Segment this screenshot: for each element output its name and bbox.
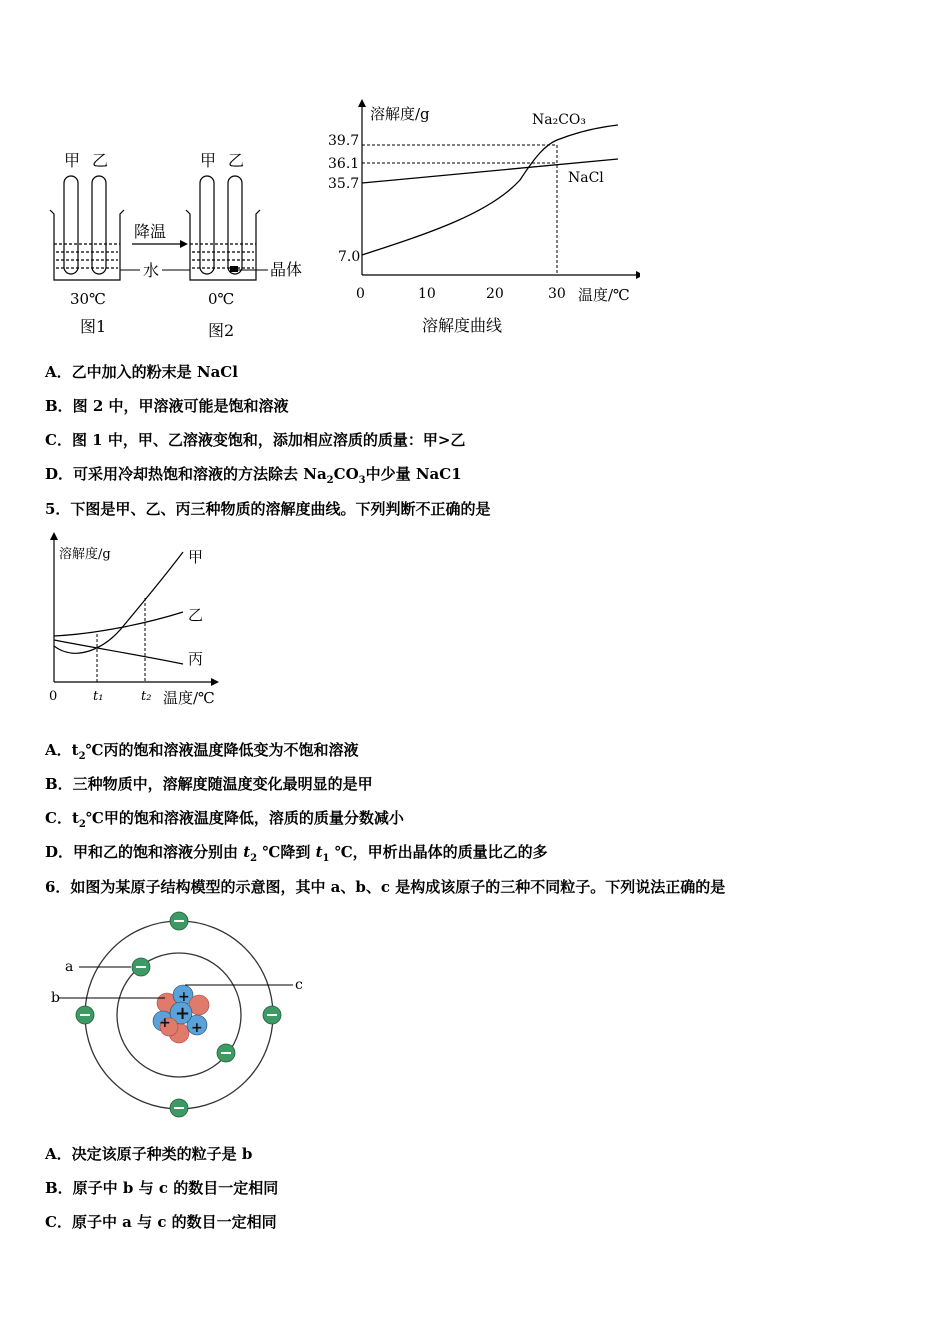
chart-caption: 溶解度曲线 [422, 316, 503, 335]
y-axis-label: 溶解度/g [370, 105, 430, 123]
q5-series-bing: 丙 [188, 650, 204, 668]
q5-option-d: D．甲和乙的饱和溶液分别由 $t_2$ ℃降到 $t_1$ ℃，甲析出晶体的质量比乙的多 [45, 843, 548, 864]
q4-option-a: A．乙中加入的粉末是 NaCl [45, 363, 238, 381]
x-axis-label: 温度/℃ [578, 286, 630, 304]
crystal-label: 晶体 [270, 260, 303, 279]
cooling-label: 降温 [134, 222, 167, 241]
xtick-10: 10 [418, 286, 436, 302]
temp-left: 30℃ [70, 290, 106, 308]
svg-text:+: + [175, 1003, 191, 1024]
q5-curve-bing [54, 640, 183, 664]
q5-x-label: 温度/℃ [163, 689, 215, 707]
water-label: 水 [143, 261, 160, 280]
q5-series-jia: 甲 [188, 548, 204, 566]
q5-curve-jia [54, 552, 183, 653]
label-b: b [51, 990, 60, 1006]
label-c: c [295, 977, 303, 993]
beaker1-label-jia: 甲 [64, 151, 81, 170]
xtick-0: 0 [356, 286, 365, 302]
svg-text:+: + [191, 1020, 203, 1036]
solubility-chart-2 [45, 528, 225, 713]
q5-option-a: A．$t_2℃$丙的饱和溶液温度降低变为不饱和溶液 [45, 741, 359, 762]
q4-option-d: D．可采用冷却热饱和溶液的方法除去 $Na_2CO_3$中少量 NaC1 [45, 465, 462, 486]
q5-t1: t₁ [93, 689, 104, 704]
solubility-chart-1 [320, 95, 640, 340]
caption-fig2: 图2 [208, 321, 235, 340]
q6-option-c: C．原子中 a 与 c 的数目一定相同 [45, 1213, 277, 1231]
beaker-figure [40, 140, 320, 350]
q5-option-b: B．三种物质中，溶解度随温度变化最明显的是甲 [45, 775, 373, 793]
beaker2-label-jia: 甲 [200, 151, 217, 170]
svg-text:+: + [178, 989, 190, 1005]
q5-option-c: C．$t_2℃$甲的饱和溶液温度降低，溶质的质量分数减小 [45, 809, 404, 830]
q5-stem: 5．下图是甲、乙、丙三种物质的溶解度曲线。下列判断不正确的是 [45, 500, 491, 518]
crystal-mark [230, 266, 238, 272]
label-na2co3: Na₂CO₃ [532, 112, 587, 128]
q5-t2: t₂ [141, 689, 152, 704]
nucleus [153, 985, 209, 1043]
q6-option-b: B．原子中 b 与 c 的数目一定相同 [45, 1179, 279, 1197]
ytick-7-0: 7.0 [338, 249, 361, 265]
beaker2-label-yi: 乙 [228, 151, 245, 170]
q4-option-b: B．图 2 中，甲溶液可能是饱和溶液 [45, 397, 289, 415]
q5-series-yi: 乙 [188, 606, 204, 624]
q5-y-label: 溶解度/g [59, 547, 111, 562]
caption-fig1: 图1 [80, 317, 107, 336]
label-a: a [65, 959, 74, 975]
ytick-36-1: 36.1 [328, 156, 360, 172]
atom-model-figure [45, 905, 315, 1125]
svg-text:+: + [159, 1015, 171, 1031]
q5-origin: 0 [49, 689, 58, 704]
temp-right: 0℃ [208, 290, 235, 308]
q6-stem: 6．如图为某原子结构模型的示意图，其中 a、b、c 是构成该原子的三种不同粒子。下列说法正确的是 [45, 878, 726, 896]
q6-option-a: A．决定该原子种类的粒子是 b [45, 1145, 253, 1163]
beaker-1 [50, 176, 124, 280]
q4-option-c: C．图 1 中，甲、乙溶液变饱和，添加相应溶质的质量：甲>乙 [45, 431, 466, 449]
label-nacl: NaCl [568, 170, 604, 186]
ytick-35-7: 35.7 [328, 176, 360, 192]
xtick-20: 20 [486, 286, 504, 302]
beaker-2 [186, 176, 260, 280]
ytick-39-7: 39.7 [328, 133, 360, 149]
xtick-30: 30 [548, 286, 566, 302]
beaker1-label-yi: 乙 [92, 151, 109, 170]
